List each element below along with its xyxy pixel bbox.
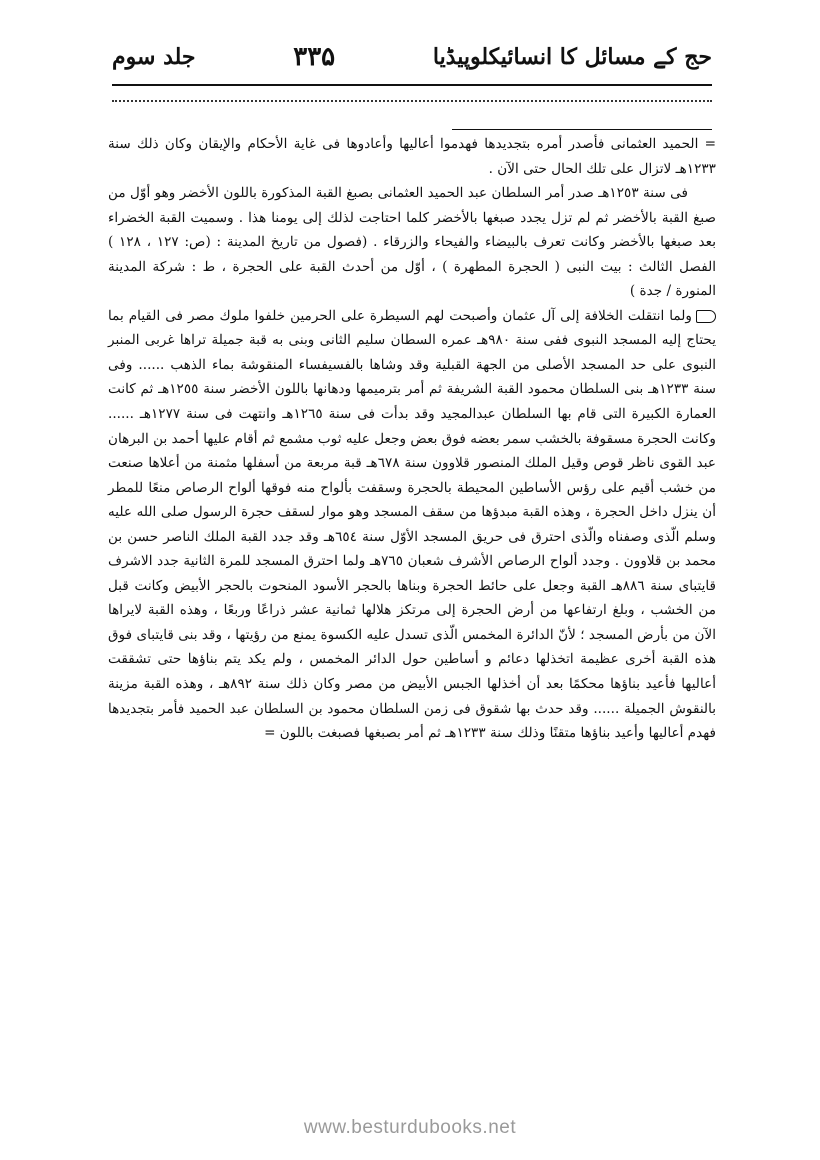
site-watermark: www.besturdubooks.net [303,1117,517,1138]
volume-label: جلد سوم [112,44,196,70]
dotted-separator [112,100,712,102]
book-title: حج کے مسائل کا انسائیکلوپیڈیا [432,44,712,70]
paragraph-dome-color: فى سنة ١٢٥٣هـ صدر أمر السلطان عبد الحميد العثمانى بصبغ القبة المذكورة باللون الأخضر وهو أوّل من صبغ القبة بالأخضر ثم لم تزل يجدد صبغها بالأخضر كلما احتاجت لذلك إلى يومنا هذا . وسميت القبة الخضراء بعد صبغها بالأخضر وكانت تعرف بالبيضاء والفيحاء والزرقاء . (فصول من تاريخ المدينة : (ص: ١٢٧ ، ١٢٨ ) الفصل الثالث : بيت النبى ( الحجرة المطهرة ) ، أوّل من أحدث القبة على الحجرة ، ط : شركة المدينة المنورة / جدة ) [108,185,716,300]
header-rule [112,84,712,86]
page-body [108,132,716,746]
paragraph-continuation: = الحميد العثمانى فأصدر أمره بتجديدها فهدموا أعاليها وأعادوها فى غاية الأحكام والإيقان وكان ذلك سنة ١٢٣٣هـ لاتزال على تلك الحال حتى الآن . [108,136,716,177]
page-number: ۳۳۵ [293,42,336,72]
paragraph-dome-history [108,304,716,746]
page-header [112,30,712,84]
pencil-icon [696,310,716,323]
paragraph-dome-history-text: ولما انتقلت الخلافة إلى آل عثمان وأصبحت لهم السيطرة على الحرمين خلفوا ملوك مصر فى القيام بما يحتاج إليه المسجد النبوى ففى سنة ٩٨٠هـ عمره السطان سليم الثانى وبنى به قبة جميلة تراها غربى المنبر النبوى على حد المسجد الأصلى من الجهة القبلية وقد وشاها بالفسيفساء المنقوشة بماء الذهب ...... وفى سنة ١٢٣٣هـ بنى السلطان محمود القبة الشريفة ثم أمر بترميمها ودهانها باللون الأخضر سنة ١٢٥٥هـ ثم كانت العمارة الكبيرة التى قام بها السلطان عبدالمجيد وقد بدأت فى سنة ١٢٦٥هـ وانتهت فى سنة ١٢٧٧هـ ...... وكانت الحجرة مسقوفة بالخشب سمر بعضه فوق بعض وجعل عليه ثوب مشمع ثم أقام عليها أحمد بن البرهان عبد القوى ناظر قوص وقيل الملك المنصور قلاوون سنة ٦٧٨هـ قبة مربعة من أسفلها مثمنة من أعلاها صنعت من خشب أقيم على رؤس الأساطين المحيطة بالحجرة وسقفت بألواح منه فوقها ألواح الرصاص منعًا للمطر أن ينزل داخل الحجرة ، وهذه القبة مبدؤها من سقف المسجد وهو موار لسقف حجرة الرسول صلى الله عليه وسلم الّذى وصفناه والّذى احترق فى حريق المسجد الأوّل سنة ٦٥٤هـ وقد جدد القبة الملك الناصر حسن بن محمد بن قلاوون . وجدد ألواح الرصاص الأشرف شعبان ٧٦٥هـ ولما احترق المسجد للمرة الثانية جدد الاشرف قايتباى سنة ٨٨٦هـ القبة وجعل على حائط الحجرة وبناها بالحجر الأسود المنحوت بالحجر الأبيض وكانت قبل من الخشب ، وبلغ ارتفاعها من أرض الحجرة إلى مرتكز هلالها ثمانية عشر ذراعًا وربعًا ، وهذه القبة لايراها الآن من بأرض المسجد ؛ لأنّ الدائرة المخمس الّذى تسدل عليه الكسوة يمنع من رؤيتها ، وقد بنى قايتباى فوق هذه القبة أخرى عظيمة اتخذلها دعائم و أساطين حول الدائر المخمس ، ولم يكد يتم بناؤها حتى تشققت أعاليها فأعيد بناؤها محكمًا بعد أن أخذلها الجبس الأبيض من مصر وكان ذلك سنة ٨٩٢هـ ، وهذه القبة مزينة بالنقوش الجميلة ...... وقد حدث بها شقوق فى زمن السلطان محمود بن السلطان عبد الحميد فأمر بتجديدها فهدم أعاليها وأعيد بناؤها متقنًا وذلك سنة ١٢٣٣هـ ثم أمر بصبغها فصبغت باللون = [108,307,716,742]
footnote-rule [452,129,712,130]
